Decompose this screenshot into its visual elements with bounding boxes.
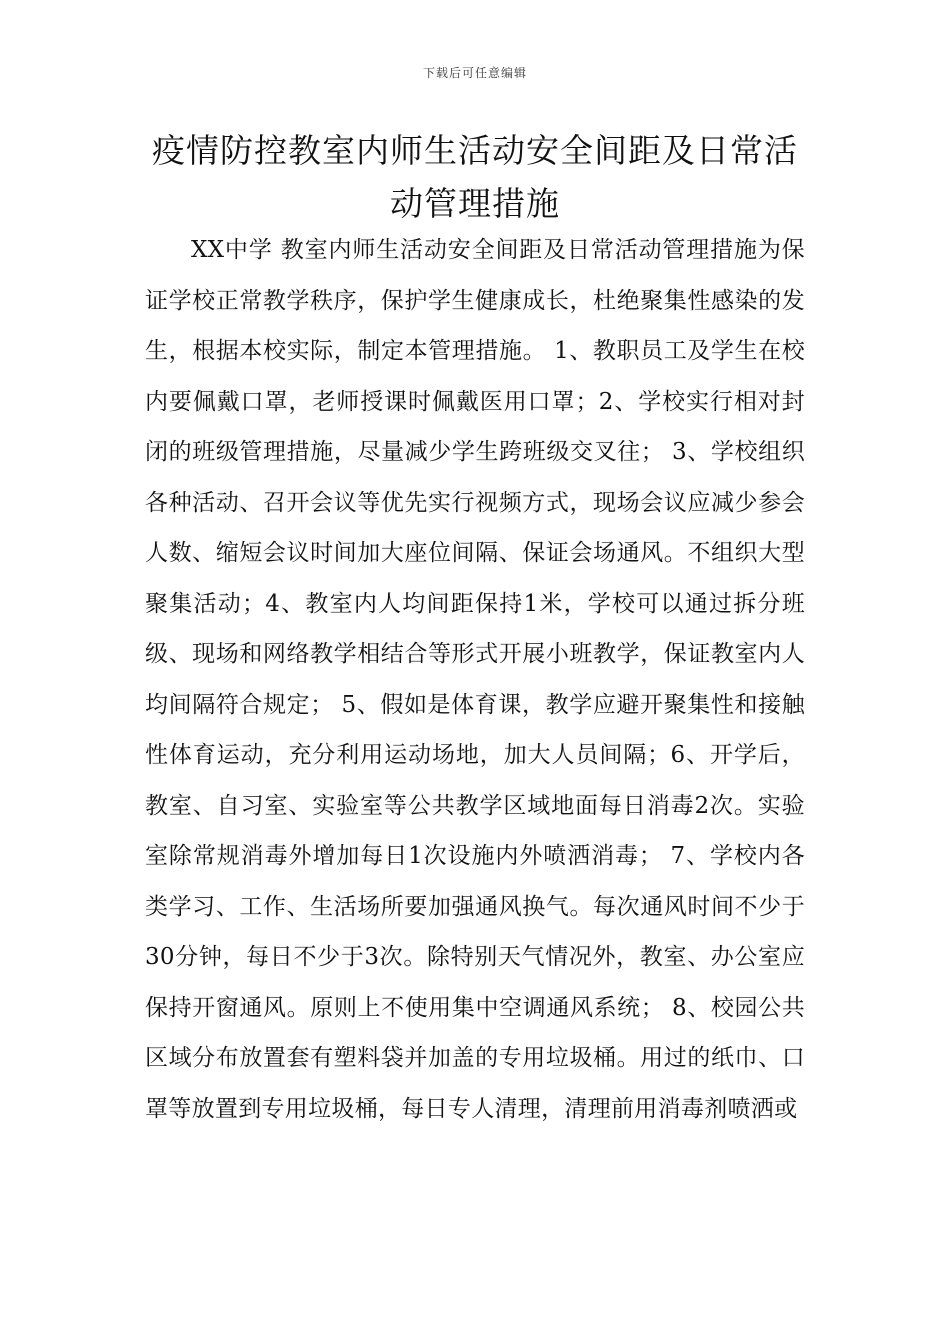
body-paragraph: XX中学 教室内师生活动安全间距及日常活动管理措施为保证学校正常教学秩序，保护学生健康成长，杜绝聚集性感染的发生，根据本校实际，制定本管理措施。 1、教职员工及学生在校内要佩戴口罩，老师授课时佩戴医用口罩；2、学校实行相对封闭的班级管理措施，尽量减少学生跨班级交叉往； 3、学校组织各种活动、召开会议等优先实行视频方式，现场会议应减少参会人数、缩短会议时间加大座位间隔、保证会场通风。不组织大型聚集活动；4、教室内人均间距保持1米，学校可以通过拆分班级、现场和网络教学相结合等形式开展小班教学，保证教室内人均间隔符合规定； 5、假如是体育课，教学应避开聚集性和接触性体育运动，充分利用运动场地，加大人员间隔；6、开学后，教室、自习室、实验室等公共教学区域地面每日消毒2次。实验室除常规消毒外增加每日1次设施内外喷洒消毒； 7、学校内各类学习、工作、生活场所要加强通风换气。每次通风时间不少于30分钟，每日不少于3次。除特别天气情况外，教室、办公室应保持开窗通风。原则上不使用集中空调通风系统； 8、校园公共区域分布放置套有塑料袋并加盖的专用垃圾桶。用过的纸巾、口罩等放置到专用垃圾桶，每日专人清理，清理前用消毒剂喷洒或 xyxy=(145,237,805,1122)
document-title: 疫情防控教室内师生活动安全间距及日常活动管理措施 xyxy=(152,131,798,223)
header-note: 下载后可任意编辑 xyxy=(422,66,527,80)
